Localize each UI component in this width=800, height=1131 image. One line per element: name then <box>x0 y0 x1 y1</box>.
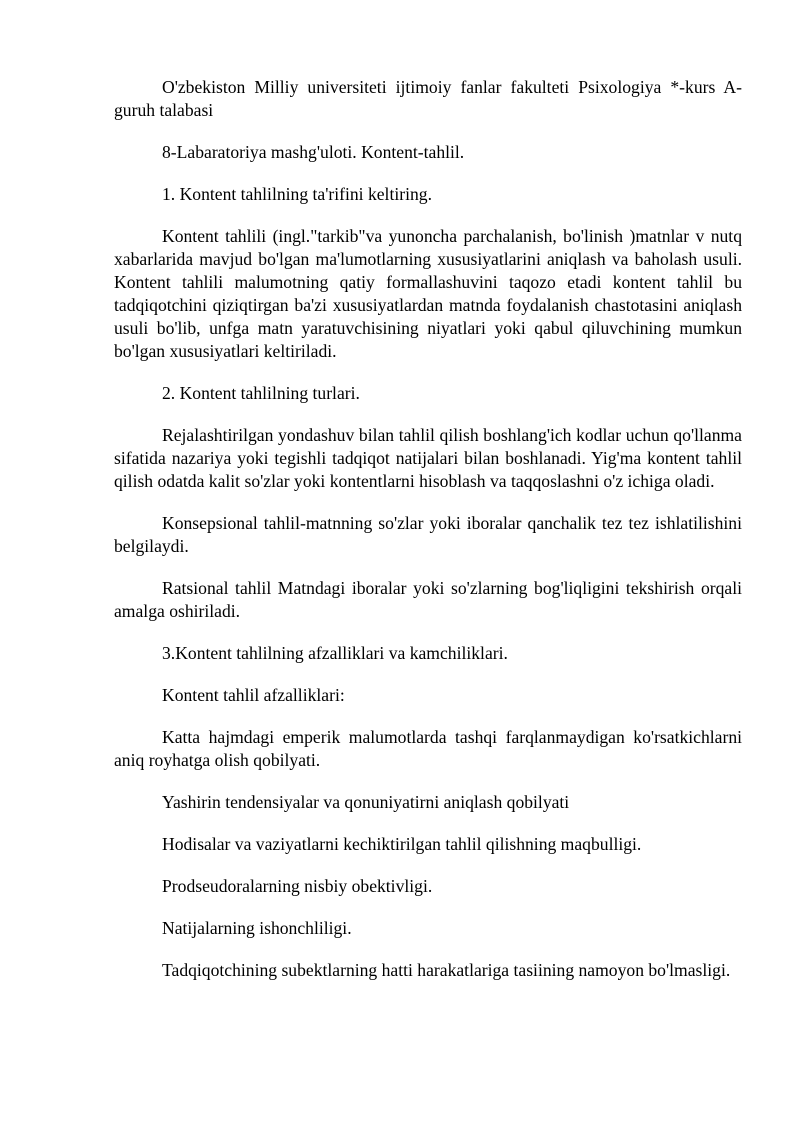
advantage-item: Yashirin tendensiyalar va qonuniyatirni aniqlash qobilyati <box>162 792 570 812</box>
definition-paragraph: Kontent tahlili (ingl."tarkib"va yunoncha parchalanish, bo'linish )matnlar v nutq xabarlarida mavjud bo'lgan ma'lumotlarning xususiyatlarini aniqlash va baholash usuli. Kontent tahlili malumotning qatiy formallashuvini taqozo etadi kontent tahlil bu tadqiqotchini qiziqtirgan ba'zi xususiyatlardan matnda foydalanish chastotasini aniqlash usuli bo'lib, unfga matn yaratuvchisining niyatlari yoki qabul qiluvchining mumkun bo'lgan xususiyatlari keltiriladi. <box>114 226 742 361</box>
advantage-item: Prodseudoralarning nisbiy obektivligi. <box>162 876 433 896</box>
planned-approach-paragraph: Rejalashtirilgan yondashuv bilan tahlil qilish boshlang'ich kodlar uchun qo'llanma sifatida nazariya yoki tegishli tadqiqot natijalari bilan boshlanadi. Yig'ma kontent tahlil qilish odatda kalit so'zlar yoki kontentlarni hisoblash va taqqoslashni o'z ichiga oladi. <box>114 425 742 491</box>
section-heading-2: 2. Kontent tahlilning turlari. <box>162 383 360 403</box>
advantage-item: Tadqiqotchining subektlarning hatti harakatlariga tasiining namoyon bo'lmasligi. <box>162 960 731 980</box>
advantage-item: Katta hajmdagi emperik malumotlarda tashqi farqlanmaydigan ko'rsatkichlarni aniq royhatga olish qobilyati. <box>114 727 742 770</box>
lab-title: 8-Labaratoriya mashg'uloti. Kontent-tahlil. <box>162 142 465 162</box>
section-heading-1: 1. Kontent tahlilning ta'rifini keltiring. <box>162 184 432 204</box>
advantage-item: Hodisalar va vaziyatlarni kechiktirilgan tahlil qilishning maqbulligi. <box>162 834 642 854</box>
section-heading-3: 3.Kontent tahlilning afzalliklari va kamchiliklari. <box>162 643 508 663</box>
author-affiliation: O'zbekiston Milliy universiteti ijtimoiy fanlar fakulteti Psixologiya *-kurs A-guruh talabasi <box>114 77 742 120</box>
advantage-item: Natijalarning ishonchliligi. <box>162 918 352 938</box>
document-page <box>114 76 742 1001</box>
relational-analysis-paragraph: Ratsional tahlil Matndagi iboralar yoki so'zlarning bog'liqligini tekshirish orqali amalga oshiriladi. <box>114 578 742 621</box>
conceptual-analysis-paragraph: Konsepsional tahlil-matnning so'zlar yoki iboralar qanchalik tez tez ishlatilishini belgilaydi. <box>114 513 742 556</box>
advantages-heading: Kontent tahlil afzalliklari: <box>162 685 345 705</box>
